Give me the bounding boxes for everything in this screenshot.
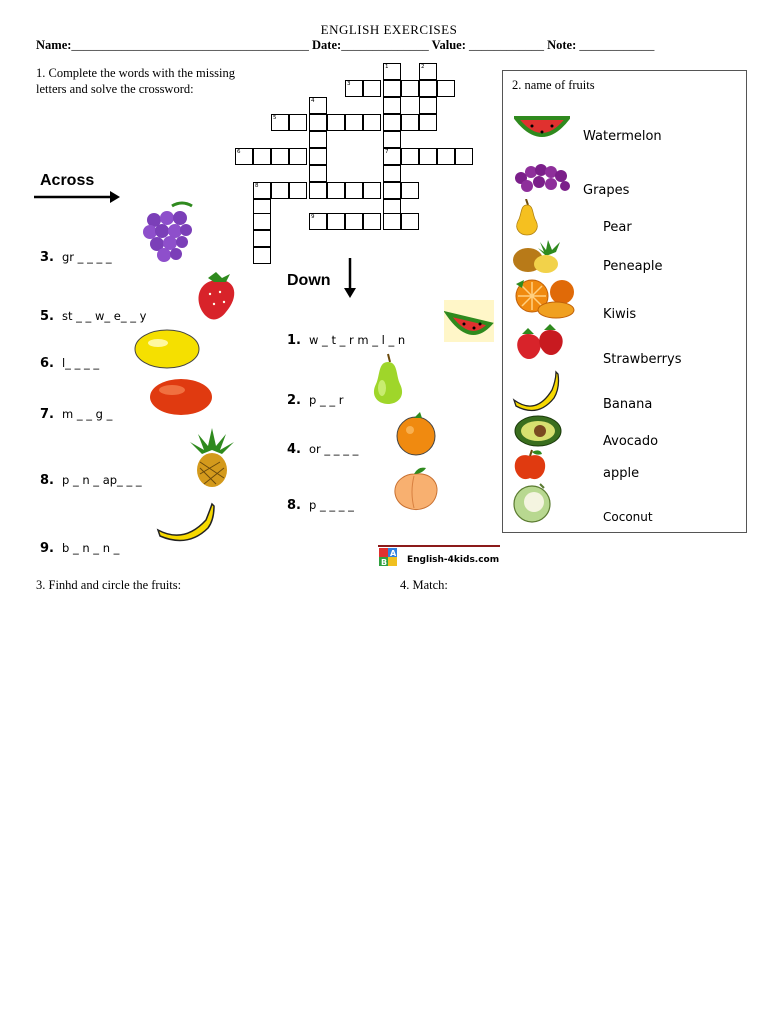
crossword-cell[interactable] (345, 213, 363, 230)
crossword-cell[interactable] (345, 182, 363, 199)
crossword-cell[interactable] (363, 213, 381, 230)
section3-instruction: 3. Finhd and circle the fruits: (36, 578, 182, 592)
date-blank[interactable]: ______________ (341, 38, 429, 52)
pineapple-small-icon (512, 238, 562, 274)
english-4kids-logo (378, 545, 500, 569)
fruit-name-grapes: Grapes (583, 183, 630, 198)
across-clue-8: 8. p _ n _ ap_ _ _ (40, 473, 142, 488)
crossword-cell[interactable] (309, 97, 327, 114)
logo-letter-b: B (381, 558, 388, 567)
strawberry-icon (192, 270, 240, 322)
crossword-cell[interactable] (383, 114, 401, 131)
crossword-cell[interactable] (401, 114, 419, 131)
across-clue-9: 9. b _ n _ n _ (40, 541, 120, 556)
crossword-cell[interactable] (383, 63, 401, 80)
crossword-cell[interactable] (271, 114, 289, 131)
crossword-cell[interactable] (401, 213, 419, 230)
clue-number: 2 (421, 64, 425, 70)
crossword-cell[interactable] (309, 114, 327, 131)
section4-instruction: 4. Match: (400, 578, 448, 592)
grapes-bunch-icon (513, 160, 573, 196)
lemon-icon (132, 327, 202, 371)
value-blank[interactable]: ____________ (468, 38, 544, 52)
crossword-cell[interactable] (455, 148, 473, 165)
crossword-cell[interactable] (309, 165, 327, 182)
banana-icon (156, 500, 216, 544)
banana-small-icon (512, 370, 562, 414)
pear-icon (368, 352, 408, 406)
clue-number: 9 (311, 214, 315, 220)
fruit-name-apple: apple (603, 466, 640, 481)
fruit-name-banana: Banana (603, 397, 653, 412)
coconut-icon (512, 482, 554, 524)
crossword-cell[interactable] (383, 165, 401, 182)
section1-instruction: 1. Complete the words with the missing letters and solve the crossword: (36, 66, 235, 96)
crossword-cell[interactable] (309, 213, 327, 230)
name-label: Name: (36, 38, 72, 52)
note-blank[interactable]: ____________ (579, 38, 655, 52)
grapes-icon (142, 198, 200, 264)
crossword-cell[interactable] (345, 80, 363, 97)
worksheet-title: ENGLISH EXERCISES (320, 22, 458, 37)
logo-text: English-4kids.com (407, 555, 500, 565)
across-clue-7: 7. m _ _ g _ (40, 407, 113, 422)
crossword-cell[interactable] (253, 230, 271, 247)
clue-number: 5 (273, 115, 277, 121)
orange-icon (390, 410, 442, 456)
crossword-cell[interactable] (401, 148, 419, 165)
crossword-cell[interactable] (327, 114, 345, 131)
down-clue-1: 1. w _ t _ r m _ l _ n (287, 333, 406, 348)
crossword-cell[interactable] (309, 148, 327, 165)
across-clue-3: 3. gr _ _ _ _ (40, 250, 112, 265)
peach-icon (388, 464, 444, 512)
crossword-cell[interactable] (419, 114, 437, 131)
watermelon-slice-icon (444, 300, 494, 342)
crossword-cell[interactable] (437, 148, 455, 165)
fruit-name-coconut: Coconut (603, 510, 653, 524)
date-label: Date: (312, 38, 342, 52)
crossword-cell[interactable] (383, 148, 401, 165)
fruit-name-strawberrys: Strawberrys (603, 352, 682, 367)
crossword-cell[interactable] (289, 182, 307, 199)
fruit-name-peneaple: Peneaple (603, 259, 663, 274)
crossword-cell[interactable] (383, 97, 401, 114)
clue-number: 3 (347, 81, 351, 87)
crossword-cell[interactable] (253, 148, 271, 165)
crossword-cell[interactable] (419, 80, 437, 97)
strawberries-icon (512, 324, 568, 362)
across-clue-5: 5. st _ _ w_ e_ _ y (40, 309, 147, 324)
watermelon-icon (514, 112, 570, 144)
mango-icon (148, 377, 214, 417)
crossword-cell[interactable] (419, 63, 437, 80)
crossword-cell[interactable] (363, 80, 381, 97)
crossword-cell[interactable] (235, 148, 253, 165)
down-arrow-icon (343, 258, 357, 298)
down-heading: Down (287, 272, 331, 289)
crossword-cell[interactable] (363, 182, 381, 199)
crossword-cell[interactable] (271, 182, 289, 199)
fruit-name-avocado: Avocado (603, 434, 659, 449)
pear-small-icon (512, 199, 542, 237)
name-blank[interactable]: ______________________________________ (71, 38, 309, 52)
crossword-cell[interactable] (401, 182, 419, 199)
crossword-cell[interactable] (437, 80, 455, 97)
crossword-cell[interactable] (271, 148, 289, 165)
crossword-cell[interactable] (289, 114, 307, 131)
crossword-cell[interactable] (309, 131, 327, 148)
crossword-cell[interactable] (327, 213, 345, 230)
crossword-cell[interactable] (419, 97, 437, 114)
crossword-cell[interactable] (419, 148, 437, 165)
crossword-cell[interactable] (345, 114, 363, 131)
fruit-name-pear: Pear (603, 220, 632, 235)
crossword-cell[interactable] (309, 182, 327, 199)
fruit-name-watermelon: Watermelon (583, 129, 662, 144)
clue-number: 7 (385, 149, 389, 155)
down-clue-8: 8. p _ _ _ _ (287, 498, 354, 513)
value-label: Value: (431, 38, 466, 52)
citrus-slices-icon (512, 278, 578, 320)
note-label: Note: (547, 38, 577, 52)
clue-number: 1 (385, 64, 389, 70)
crossword-cell[interactable] (253, 182, 271, 199)
header-fields (36, 38, 654, 53)
crossword-cell[interactable] (383, 131, 401, 148)
crossword-cell[interactable] (327, 182, 345, 199)
clue-number: 8 (255, 183, 259, 189)
crossword-cell[interactable] (383, 80, 401, 97)
pineapple-icon (186, 426, 238, 488)
clue-number: 4 (311, 98, 315, 104)
crossword-cell[interactable] (253, 247, 271, 264)
right-arrow-icon (34, 190, 120, 204)
crossword-cell[interactable] (253, 213, 271, 230)
down-clue-2: 2. p _ _ r (287, 393, 344, 408)
clue-number: 6 (237, 149, 241, 155)
crossword-cell[interactable] (401, 80, 419, 97)
avocado-icon (512, 414, 562, 448)
across-clue-6: 6. l_ _ _ _ (40, 356, 100, 371)
down-clue-4: 4. or _ _ _ _ (287, 442, 359, 457)
fruit-name-kiwis: Kiwis (603, 307, 637, 322)
crossword-cell[interactable] (383, 182, 401, 199)
section2-title: 2. name of fruits (512, 78, 595, 92)
crossword-cell[interactable] (289, 148, 307, 165)
apple-icon (512, 448, 548, 482)
logo-letter-a: A (390, 549, 397, 558)
crossword-cell[interactable] (363, 114, 381, 131)
across-heading: Across (40, 172, 95, 189)
crossword-cell[interactable] (383, 213, 401, 230)
